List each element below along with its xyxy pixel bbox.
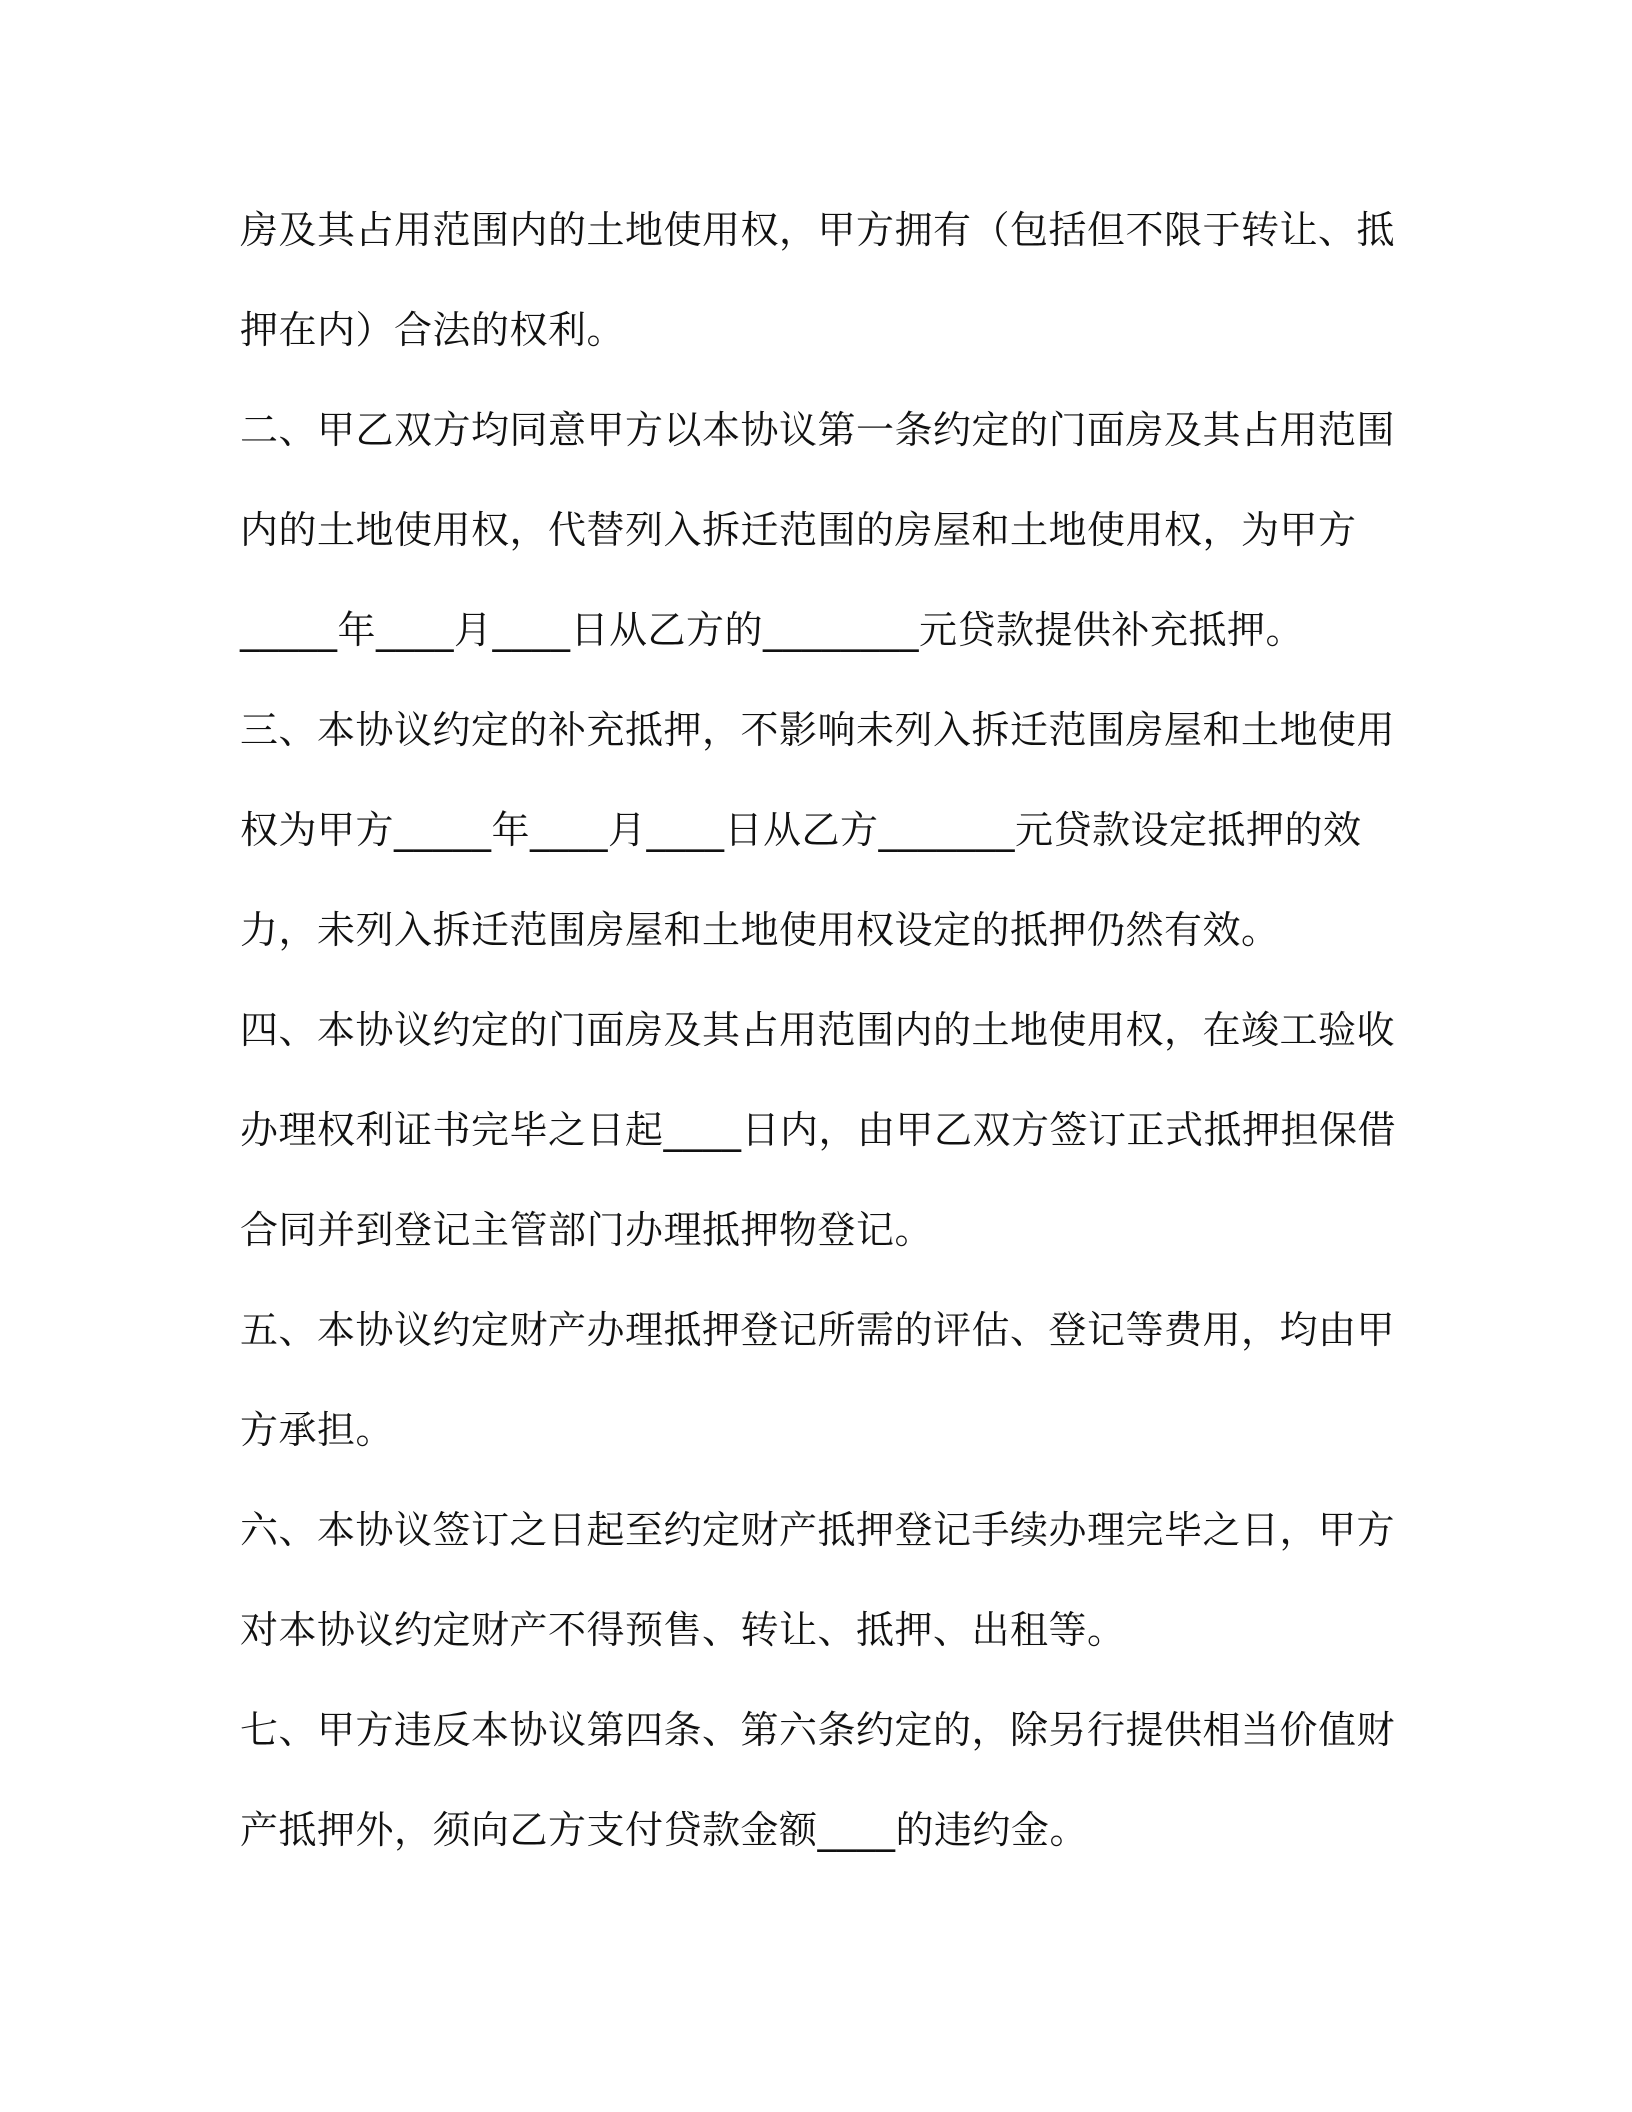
text-line: 三、本协议约定的补充抵押，不影响未列入拆迁范围房屋和土地使用 bbox=[240, 708, 1396, 752]
text-line: 办理权利证书完毕之日起____日内，由甲乙双方签订正式抵押担保借 bbox=[240, 1108, 1397, 1152]
text-line: 力，未列入拆迁范围房屋和土地使用权设定的抵押仍然有效。 bbox=[240, 908, 1280, 952]
text-line: 内的土地使用权，代替列入拆迁范围的房屋和土地使用权，为甲方 bbox=[240, 508, 1357, 552]
text-line: 产抵押外，须向乙方支付贷款金额____的违约金。 bbox=[240, 1808, 1089, 1852]
text-line: 房及其占用范围内的土地使用权，甲方拥有（包括但不限于转让、抵 bbox=[240, 208, 1396, 252]
text-line: 六、本协议签订之日起至约定财产抵押登记手续办理完毕之日，甲方 bbox=[240, 1508, 1396, 1552]
document-body bbox=[240, 180, 1397, 1880]
text-line: 七、甲方违反本协议第四条、第六条约定的，除另行提供相当价值财 bbox=[240, 1708, 1396, 1752]
text-line: 对本协议约定财产不得预售、转让、抵押、出租等。 bbox=[240, 1608, 1126, 1652]
text-line: 合同并到登记主管部门办理抵押物登记。 bbox=[240, 1208, 934, 1252]
text-line: 二、甲乙双方均同意甲方以本协议第一条约定的门面房及其占用范围 bbox=[240, 408, 1396, 452]
text-line: 四、本协议约定的门面房及其占用范围内的土地使用权，在竣工验收 bbox=[240, 1008, 1396, 1052]
text-line: 押在内）合法的权利。 bbox=[240, 308, 626, 352]
text-line: 方承担。 bbox=[240, 1408, 395, 1452]
text-line: _____年____月____日从乙方的________元贷款提供补充抵押。 bbox=[240, 608, 1305, 652]
text-line: 权为甲方_____年____月____日从乙方_______元贷款设定抵押的效 bbox=[240, 808, 1362, 852]
text-line: 五、本协议约定财产办理抵押登记所需的评估、登记等费用，均由甲 bbox=[240, 1308, 1396, 1352]
